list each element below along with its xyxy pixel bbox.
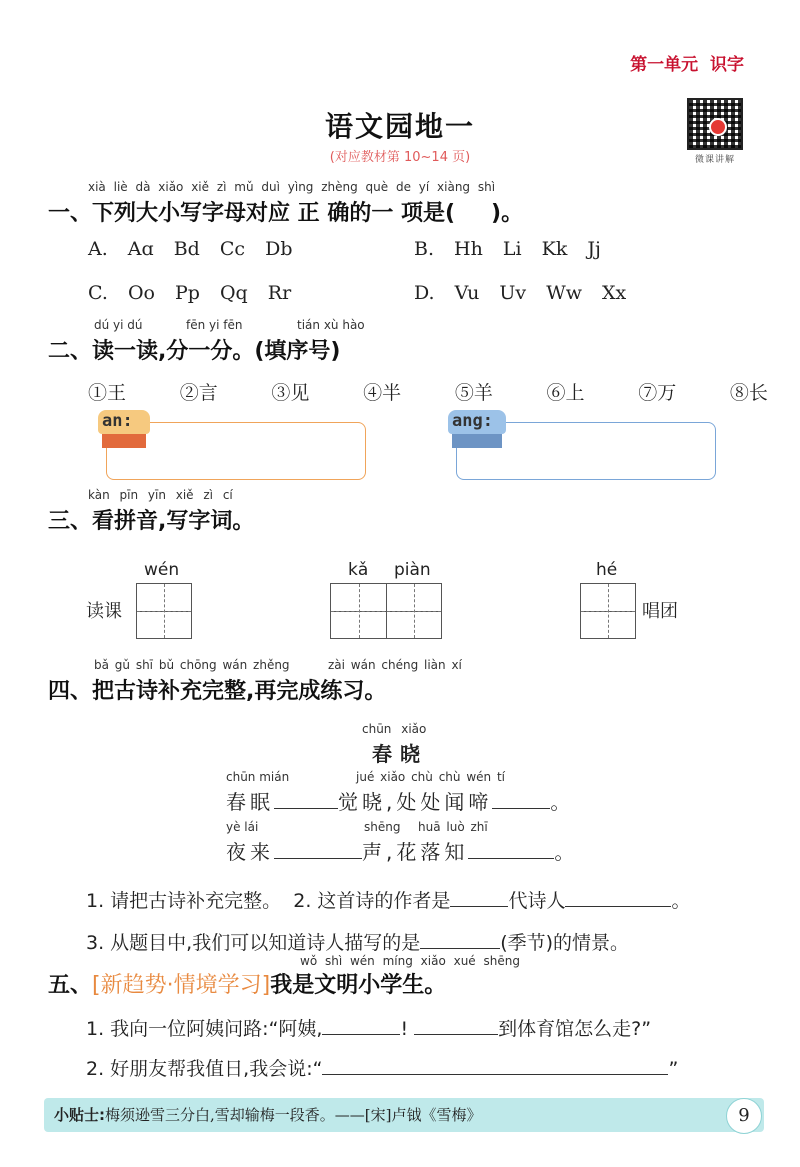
page-number: 9 xyxy=(726,1098,762,1134)
poem-l1-pinyin-1: chūn mián xyxy=(226,770,290,784)
poem-l1-start: 春眠 xyxy=(226,790,274,814)
page-title: 语文园地一 xyxy=(324,110,475,143)
poem-blank[interactable] xyxy=(468,839,554,859)
s2-item: ⑧长 xyxy=(729,382,768,404)
s4-questions-1-2 xyxy=(86,886,690,913)
s5-q2-end: ” xyxy=(668,1058,679,1080)
s3-pinyin: kàn pīn yīn xiě zì cí xyxy=(88,488,233,502)
tips-label: 小贴士: xyxy=(54,1106,105,1124)
poem-l2-start: 夜来 xyxy=(226,840,274,864)
s4-q3-start: 3. 从题目中,我们可以知道诗人描写的是 xyxy=(86,932,421,954)
answer-blank[interactable] xyxy=(414,1015,498,1035)
s2-pinyin-2: fēn yi fēn xyxy=(186,318,243,332)
s4-pinyin-2: zài wán chéng liàn xí xyxy=(328,658,462,672)
s5-question-2 xyxy=(86,1054,678,1081)
tips-text: 梅须逊雪三分白,雪却输梅一段香。——[宋]卢钺《雪梅》 xyxy=(105,1106,482,1124)
poem-l2-mid: 声,花落知 xyxy=(362,840,469,864)
poem-title: 春晓 xyxy=(372,742,428,766)
poem-l2-end: 。 xyxy=(554,840,579,864)
poem-l2-pinyin-1: yè lái xyxy=(226,820,259,834)
s1-option-b: B. Hh Li Kk Jj xyxy=(414,238,601,260)
s1-option-a: A. Aɑ Bd Cc Db xyxy=(88,238,293,260)
qr-label: 微课讲解 xyxy=(694,155,735,165)
unit-tag: 第一单元 识字 xyxy=(630,55,744,75)
tips-bar xyxy=(44,1098,764,1132)
s4-q2-end: 。 xyxy=(671,890,691,912)
an-house-icon xyxy=(98,410,150,450)
s1-option-c: C. Oo Pp Qq Rr xyxy=(88,282,292,304)
s2-item: ⑦万 xyxy=(638,382,677,404)
grid2-pinyin-a: kǎ xyxy=(348,560,369,580)
s5-q1-end: 到体育馆怎么走?” xyxy=(498,1018,652,1040)
writing-grid-2[interactable] xyxy=(330,583,442,639)
grid3-pinyin: hé xyxy=(596,560,618,580)
s1-heading-text: 一、下列大小写字母对应 正 确的一 项是( xyxy=(48,201,456,226)
s4-q1: 1. 请把古诗补充完整。 xyxy=(86,890,282,912)
ang-house-icon xyxy=(448,410,506,450)
answer-blank[interactable] xyxy=(565,887,671,907)
answer-blank[interactable] xyxy=(322,1015,400,1035)
answer-blank[interactable] xyxy=(450,887,508,907)
s3-heading: 三、看拼音,写字词。 xyxy=(48,509,255,534)
s5-q2-start: 2. 好朋友帮我值日,我会说:“ xyxy=(86,1058,323,1080)
s1-option-d: D. Vu Uv Ww Xx xyxy=(414,282,627,304)
poem-blank[interactable] xyxy=(274,789,338,809)
s2-item: ③见 xyxy=(271,382,310,404)
poem-blank[interactable] xyxy=(274,839,362,859)
answer-blank[interactable] xyxy=(420,929,500,949)
s4-heading: 四、把古诗补充完整,再完成练习。 xyxy=(48,679,387,704)
an-label: an: xyxy=(98,410,150,434)
s1-heading-close: )。 xyxy=(491,201,524,226)
s5-q1-start: 1. 我向一位阿姨问路:“阿姨, xyxy=(86,1018,323,1040)
s2-item: ①王 xyxy=(88,382,127,404)
ang-label: ang: xyxy=(448,410,506,434)
s4-pinyin-1: bǎ gǔ shī bǔ chōng wán zhěng xyxy=(94,658,290,672)
page-subtitle: (对应教材第 10~14 页) xyxy=(329,150,471,165)
s4-q3-end: (季节)的情景。 xyxy=(500,932,630,954)
s5-heading xyxy=(48,968,446,999)
s4-q2-start: 2. 这首诗的作者是 xyxy=(293,890,451,912)
s2-item: ⑤羊 xyxy=(454,382,493,404)
s2-heading: 二、读一读,分一分。(填序号) xyxy=(48,339,341,364)
grid1-pinyin: wén xyxy=(144,560,180,580)
s2-item: ④半 xyxy=(363,382,402,404)
writing-grid-1[interactable] xyxy=(136,583,192,639)
s2-pinyin-3: tián xù hào xyxy=(297,318,365,332)
s2-item: ⑥上 xyxy=(546,382,585,404)
poem-l2-pinyin-2: shēng xyxy=(364,820,401,834)
s1-heading xyxy=(48,196,523,227)
s5-heading-text: 我是文明小学生。 xyxy=(270,973,447,998)
s5-tag: [新趋势·情境学习] xyxy=(92,973,271,998)
s4-question-3 xyxy=(86,928,629,955)
answer-blank[interactable] xyxy=(322,1055,668,1075)
writing-grid-3[interactable] xyxy=(580,583,636,639)
poem-l2-pinyin-3: huā luò zhī xyxy=(418,820,488,834)
poem-l1-pinyin-2: jué xiǎo chù chù wén tí xyxy=(356,770,505,784)
s5-question-1 xyxy=(86,1014,651,1041)
s2-items xyxy=(88,378,768,405)
s5-pinyin: wǒ shì wén míng xiǎo xué shēng xyxy=(300,954,520,968)
poem-title-pinyin: chūn xiǎo xyxy=(362,722,427,736)
s5-q1-mid: ! xyxy=(400,1018,409,1040)
poem-l1-end: 。 xyxy=(550,790,575,814)
grid2-pinyin-b: piàn xyxy=(394,560,431,580)
s5-num: 五、 xyxy=(48,973,93,998)
s2-item: ②言 xyxy=(179,382,218,404)
s2-pinyin-1: dú yi dú xyxy=(94,318,143,332)
poem-l1-mid: 觉晓,处处闻啼 xyxy=(338,790,493,814)
s1-pinyin: xià liè dà xiǎo xiě zì mǔ duì yìng zhèng què de yí xiàng shì xyxy=(88,180,496,194)
s4-q2-mid: 代诗人 xyxy=(508,890,566,912)
grid1-prefix: 读课 xyxy=(86,601,122,622)
poem-blank[interactable] xyxy=(492,789,550,809)
poem-line-2 xyxy=(226,836,578,865)
poem-line-1 xyxy=(226,786,574,815)
grid3-suffix: 唱团 xyxy=(642,601,678,622)
